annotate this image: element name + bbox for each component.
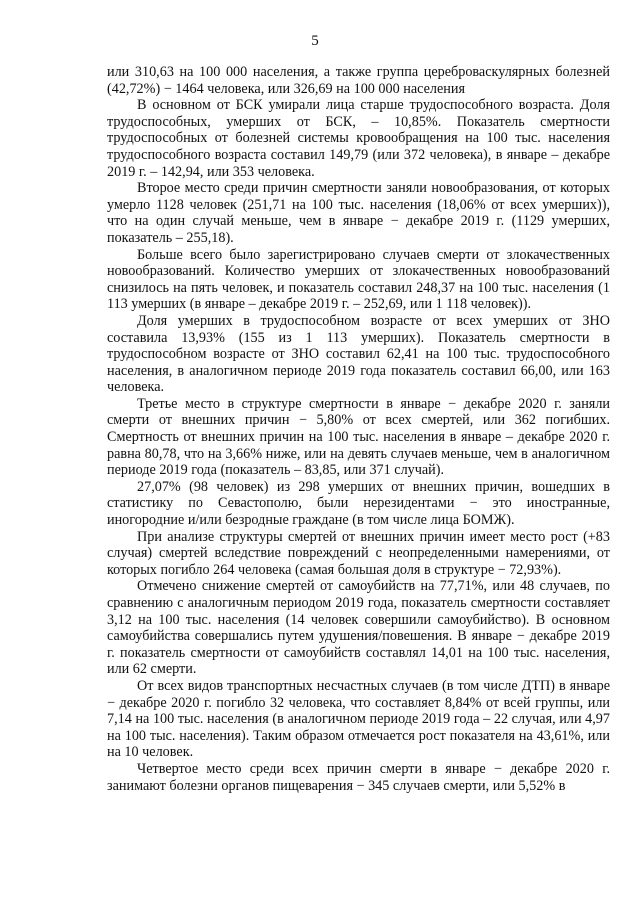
- paragraph-5: Доля умерших в трудоспособном возрасте от всех умерших от ЗНО составила 13,93% (155 из 1 113 умерших). Показатель смертности в трудоспособном возрасте от ЗНО составил 62,41 на 100 тыс. трудоспособного населения, в аналогичном периоде 2019 года показатель составил 66,00, или 163 человека.: [107, 312, 610, 396]
- paragraph-7: 27,07% (98 человек) из 298 умерших от внешних причин, вошедших в статистику по Севастополю, были нерезидентами − это иностранные, иногородние и/или безродные граждане (в том числе лица БОМЖ).: [107, 478, 610, 529]
- paragraph-8: При анализе структуры смертей от внешних причин имеет место рост (+83 случая) смертей вследствие повреждений с неопределенными намерениями, от которых погибло 264 человека (самая большая доля в структуре − 72,93%).: [107, 528, 610, 578]
- paragraph-4: Больше всего было зарегистрировано случаев смерти от злокачественных новообразований. Количество умерших от злокачественных новообразований снизилось на пять человек, и показатель составил 248,37 на 100 тыс. населения (1 113 умерших (в январе – декабре 2019 г. – 252,69, или 1 118 человек)).: [107, 246, 610, 313]
- paragraph-1: или 310,63 на 100 000 населения, а также группа цереброваскулярных болезней (42,72%) − 1464 человека, или 326,69 на 100 000 населения: [107, 64, 610, 97]
- paragraph-6: Третье место в структуре смертности в январе − декабре 2020 г. заняли смерти от внешних причин − 5,80% от всех смертей, или 362 погибших. Смертность от внешних причин на 100 тыс. населения в январе – декабре 2020 г. равна 80,78, что на 3,66% ниже, или на девять случаев меньше, чем в аналогичном периоде 2019 года (показатель – 83,85, или 371 случай).: [107, 395, 610, 479]
- paragraph-2: В основном от БСК умирали лица старше трудоспособного возраста. Доля трудоспособных, умерших от БСК, – 10,85%. Показатель смертности трудоспособных от болезней системы кровообращения на 100 тыс. населения трудоспособного возраста составил 149,79 (или 372 человека), в январе – декабре 2019 г. – 142,94, или 353 человека.: [107, 97, 610, 180]
- document-body: [107, 64, 610, 794]
- paragraph-11: Четвертое место среди всех причин смерти в январе − декабре 2020 г. занимают болезни органов пищеварения − 345 случаев смерти, или 5,52% в: [107, 760, 610, 794]
- paragraph-9: Отмечено снижение смертей от самоубийств на 77,71%, или 48 случаев, по сравнению с аналогичным периодом 2019 года, показатель смертности составляет 3,12 на 100 тыс. населения (14 человек совершили самоубийство). В основном самоубийства совершались путем удушения/повешения. В январе − декабре 2019 г. показатель смертности от самоубийств составлял 14,01 на 100 тыс. населения, или 62 смерти.: [107, 578, 610, 678]
- paragraph-10: От всех видов транспортных несчастных случаев (в том числе ДТП) в январе − декабре 2020 г. погибло 32 человека, что составляет 8,84% от всей группы, или 7,14 на 100 тыс. населения (в аналогичном периоде 2019 года – 22 случая, или 4,97 на 100 тыс. населения). Таким образом отмечается рост показателя на 43,61%, или на 10 человек.: [107, 677, 610, 761]
- paragraph-3: Второе место среди причин смертности заняли новообразования, от которых умерло 1128 человек (251,71 на 100 тыс. населения (18,06% от всех умерших)), что на один случай меньше, чем в январе − декабре 2019 г. (1129 умерших, показатель – 255,18).: [107, 180, 610, 246]
- page-number: 5: [311, 33, 319, 49]
